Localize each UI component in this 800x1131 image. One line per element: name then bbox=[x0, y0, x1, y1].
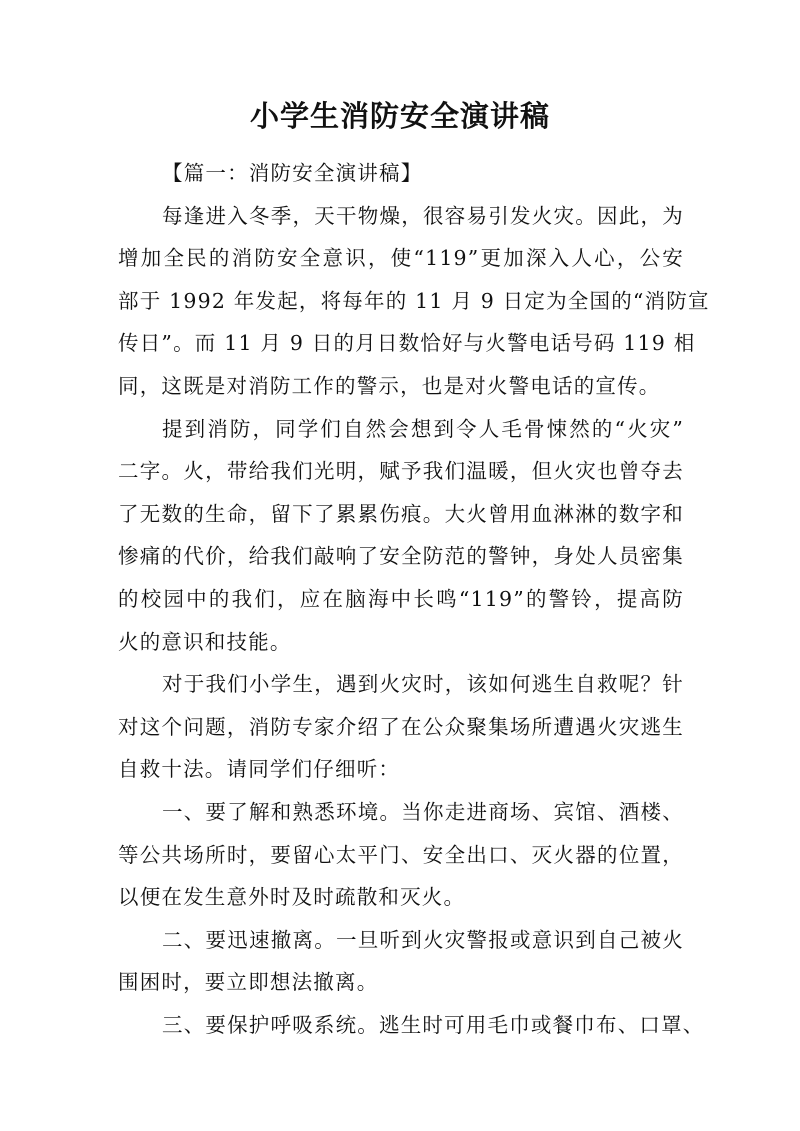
text-line: 等公共场所时，要留心太平门、安全出口、灭火器的位置， bbox=[118, 842, 684, 867]
text-line: 对这个问题，消防专家介绍了在公众聚集场所遭遇火灾逃生 bbox=[118, 714, 684, 739]
document-body bbox=[118, 152, 710, 1046]
text-line: 部于 1992 年发起，将每年的 11 月 9 日定为全国的“消防宣 bbox=[118, 288, 710, 313]
text-line: 【篇一：消防安全演讲稿】 bbox=[162, 161, 423, 185]
text-line: 围困时，要立即想法撤离。 bbox=[118, 970, 379, 995]
text-line: 每逢进入冬季，天干物燥，很容易引发火灾。因此，为 bbox=[162, 203, 684, 228]
text-line: 了无数的生命，留下了累累伤痕。大火曾用血淋淋的数字和 bbox=[118, 501, 684, 526]
text-line: 惨痛的代价，给我们敲响了安全防范的警钟，身处人员密集 bbox=[118, 544, 684, 569]
text-line: 一、要了解和熟悉环境。当你走进商场、宾馆、酒楼、 bbox=[162, 799, 684, 824]
document-title: 小学生消防安全演讲稿 bbox=[249, 99, 550, 133]
text-line: 二字。火，带给我们光明，赋予我们温暖，但火灾也曾夺去 bbox=[118, 459, 684, 484]
text-line: 的校园中的我们，应在脑海中长鸣“119”的警铃，提高防 bbox=[118, 586, 684, 611]
text-line: 二、要迅速撤离。一旦听到火灾警报或意识到自己被火 bbox=[162, 927, 684, 952]
text-line: 传日”。而 11 月 9 日的月日数恰好与火警电话号码 119 相 bbox=[118, 331, 696, 356]
text-line: 火的意识和技能。 bbox=[118, 629, 292, 654]
text-line: 以便在发生意外时及时疏散和灭火。 bbox=[118, 885, 466, 910]
text-line: 提到消防，同学们自然会想到令人毛骨悚然的“火灾” bbox=[162, 416, 684, 441]
text-line: 对于我们小学生，遇到火灾时，该如何逃生自救呢？针 bbox=[162, 672, 684, 697]
text-line: 自救十法。请同学们仔细听： bbox=[118, 757, 401, 782]
text-line: 增加全民的消防安全意识，使“119”更加深入人心，公安 bbox=[118, 246, 684, 271]
text-line: 三、要保护呼吸系统。逃生时可用毛巾或餐巾布、口罩、 bbox=[162, 1012, 705, 1037]
text-line: 同，这既是对消防工作的警示，也是对火警电话的宣传。 bbox=[118, 373, 661, 398]
